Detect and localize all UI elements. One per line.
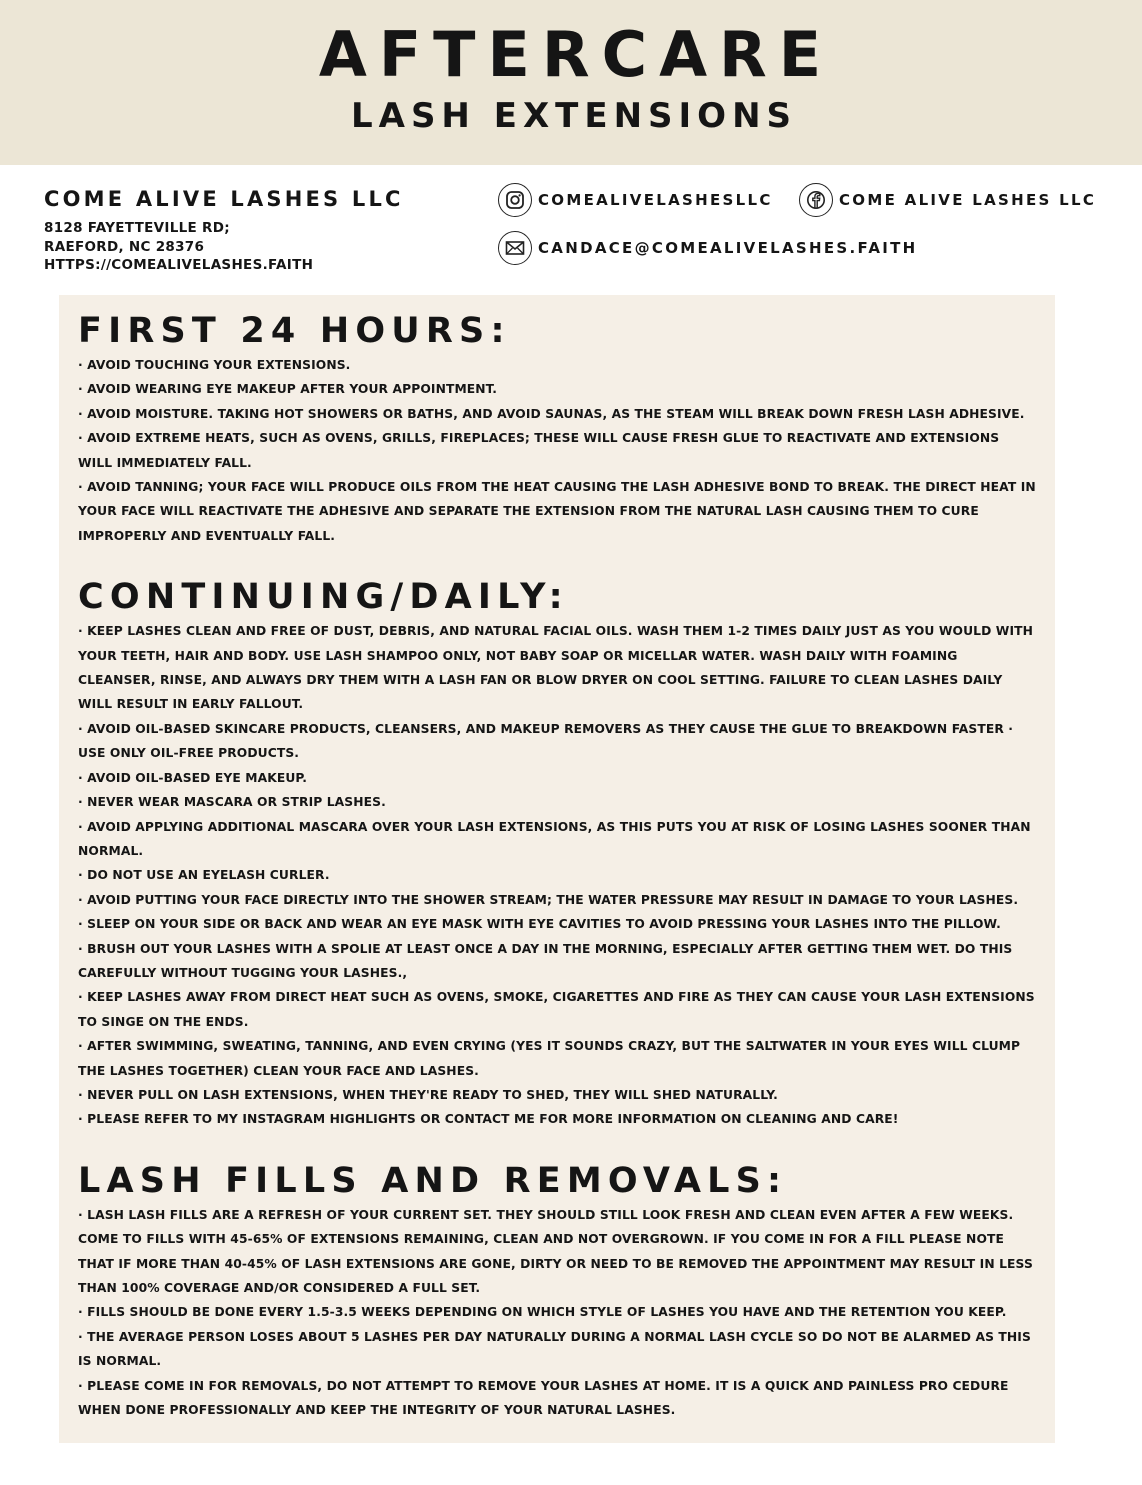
list-item: · FILLS SHOULD BE DONE EVERY 1.5-3.5 WEEKS DEPENDING ON WHICH STYLE OF LASHES YOU HAVE AND THE RETENTION YOU KEEP. — [78, 1305, 1007, 1320]
page-title: AFTERCARE — [318, 18, 834, 91]
page-subtitle: LASH EXTENSIONS — [350, 96, 798, 136]
instagram-handle: COMEALIVELASHESLLC — [538, 191, 773, 209]
lash-fills-list — [78, 1203, 1037, 1423]
business-name: COME ALIVE LASHES LLC — [44, 187, 404, 211]
email-contact[interactable] — [498, 231, 918, 265]
business-info — [44, 186, 404, 275]
list-item: · KEEP LASHES CLEAN AND FREE OF DUST, DEBRIS, AND NATURAL FACIAL OILS. WASH THEM 1-2 TIMES DAILY JUST AS YOU WOULD WITH YOUR TEETH, HAIR AND BODY. USE LASH SHAMPOO ONLY, NOT BABY SOAP OR MICELLAR WATER. WASH DAILY WITH FOAMING CLEANSER, RINSE, AND ALWAYS DRY THEM WITH A LASH FAN OR BLOW DRYER ON COOL SETTING. FAILURE TO CLEAN LASHES DAILY WILL RESULT IN EARLY FALLOUT. — [78, 624, 1034, 712]
list-item: · LASH LASH FILLS ARE A REFRESH OF YOUR CURRENT SET. THEY SHOULD STILL LOOK FRESH AND CLEAN EVEN AFTER A FEW WEEKS. COME TO FILLS WITH 45-65% OF EXTENSIONS REMAINING, CLEAN AND NOT OVERGROWN. IF YOU COME IN FOR A FILL PLEASE NOTE THAT IF MORE THAN 40-45% OF LASH EXTENSIONS ARE GONE, DIRTY OR NEED TO BE REMOVED THE APPOINTMENT MAY RESULT IN LESS THAN 100% COVERAGE AND/OR CONSIDERED A FULL SET. — [78, 1207, 1033, 1295]
list-item: · SLEEP ON YOUR SIDE OR BACK AND WEAR AN EYE MASK WITH EYE CAVITIES TO AVOID PRESSING YOUR LASHES INTO THE PILLOW. — [78, 917, 1001, 932]
instagram-contact[interactable] — [498, 183, 773, 217]
instagram-icon — [498, 183, 532, 217]
aftercare-panel — [59, 295, 1055, 1443]
continuing-daily-list — [78, 619, 1037, 1132]
mail-icon — [498, 231, 532, 265]
list-item: · KEEP LASHES AWAY FROM DIRECT HEAT SUCH AS OVENS, SMOKE, CIGARETTES AND FIRE AS THEY CAN CAUSE YOUR LASH EXTENSIONS TO SINGE ON THE ENDS. — [78, 990, 1035, 1029]
list-item: · BRUSH OUT YOUR LASHES WITH A SPOLIE AT LEAST ONCE A DAY IN THE MORNING, ESPECIALLY AFTER GETTING THEM WET. DO THIS CAREFULLY WITHOUT TUGGING YOUR LASHES., — [78, 941, 1013, 980]
section-title-continuing-daily: CONTINUING/DAILY: — [78, 577, 569, 618]
address-line-1: 8128 FAYETTEVILLE RD; — [44, 220, 230, 236]
list-item: · AVOID MOISTURE. TAKING HOT SHOWERS OR BATHS, AND AVOID SAUNAS, AS THE STEAM WILL BREAK DOWN FRESH LASH ADHESIVE. — [78, 406, 1025, 421]
facebook-page-name: COME ALIVE LASHES LLC — [839, 191, 1097, 209]
facebook-icon — [799, 183, 833, 217]
website-link[interactable]: HTTPS://COMEALIVELASHES.FAITH — [44, 257, 314, 273]
address-line-2: RAEFORD, NC 28376 — [44, 238, 205, 255]
list-item: · AVOID OIL-BASED SKINCARE PRODUCTS, CLEANSERS, AND MAKEUP REMOVERS AS THEY CAUSE THE GLUE TO BREAKDOWN FASTER · USE ONLY OIL-FREE PRODUCTS. — [78, 721, 1014, 761]
header-banner — [0, 0, 1142, 165]
list-item: · DO NOT USE AN EYELASH CURLER. — [78, 868, 330, 883]
list-item: · AVOID OIL-BASED EYE MAKEUP. — [78, 770, 308, 785]
list-item: · PLEASE COME IN FOR REMOVALS, DO NOT ATTEMPT TO REMOVE YOUR LASHES AT HOME. IT IS A QUICK AND PAINLESS PRO CEDURE WHEN DONE PROFESSIONALLY AND KEEP THE INTEGRITY OF YOUR NATURAL LASHES. — [78, 1378, 1009, 1418]
first-24-hours-list — [78, 353, 1037, 548]
list-item: · AVOID WEARING EYE MAKEUP AFTER YOUR APPOINTMENT. — [78, 382, 498, 397]
list-item: · AVOID TOUCHING YOUR EXTENSIONS. — [78, 358, 351, 372]
list-item: · AVOID TANNING; YOUR FACE WILL PRODUCE OILS FROM THE HEAT CAUSING THE LASH ADHESIVE BOND TO BREAK. THE DIRECT HEAT IN YOUR FACE WILL REACTIVATE THE ADHESIVE AND SEPARATE THE EXTENSION FROM THE NATURAL LASH CAUSING THEM TO CURE IMPROPERLY AND EVENTUALLY FALL. — [78, 480, 1036, 543]
list-item: · AVOID PUTTING YOUR FACE DIRECTLY INTO THE SHOWER STREAM; THE WATER PRESSURE MAY RESULT IN DAMAGE TO YOUR LASHES. — [78, 892, 1019, 907]
section-title-first-24-hours: FIRST 24 HOURS: — [78, 311, 511, 351]
list-item: · AVOID EXTREME HEATS, SUCH AS OVENS, GRILLS, FIREPLACES; THESE WILL CAUSE FRESH GLUE TO REACTIVATE AND EXTENSIONS WILL IMMEDIATELY FALL. — [78, 431, 1000, 470]
list-item: · PLEASE REFER TO MY INSTAGRAM HIGHLIGHTS OR CONTACT ME FOR MORE INFORMATION ON CLEANING AND CARE! — [78, 1112, 899, 1127]
list-item: · NEVER WEAR MASCARA OR STRIP LASHES. — [78, 795, 386, 810]
list-item: · AFTER SWIMMING, SWEATING, TANNING, AND EVEN CRYING (YES IT SOUNDS CRAZY, BUT THE SALTWATER IN YOUR EYES WILL CLUMP THE LASHES TOGETHER) CLEAN YOUR FACE AND LASHES. — [78, 1039, 1021, 1078]
list-item: · NEVER PULL ON LASH EXTENSIONS, WHEN THEY'RE READY TO SHED, THEY WILL SHED NATURALLY. — [78, 1087, 778, 1102]
list-item: · AVOID APPLYING ADDITIONAL MASCARA OVER YOUR LASH EXTENSIONS, AS THIS PUTS YOU AT RISK OF LOSING LASHES SOONER THAN NORMAL. — [78, 819, 1031, 858]
email-address: CANDACE@COMEALIVELASHES.FAITH — [538, 239, 918, 257]
list-item: · THE AVERAGE PERSON LOSES ABOUT 5 LASHES PER DAY NATURALLY DURING A NORMAL LASH CYCLE SO DO NOT BE ALARMED AS THIS IS NORMAL. — [78, 1329, 1031, 1369]
section-title-lash-fills-and-removals: LASH FILLS AND REMOVALS: — [78, 1160, 788, 1201]
facebook-contact[interactable] — [799, 183, 1096, 217]
